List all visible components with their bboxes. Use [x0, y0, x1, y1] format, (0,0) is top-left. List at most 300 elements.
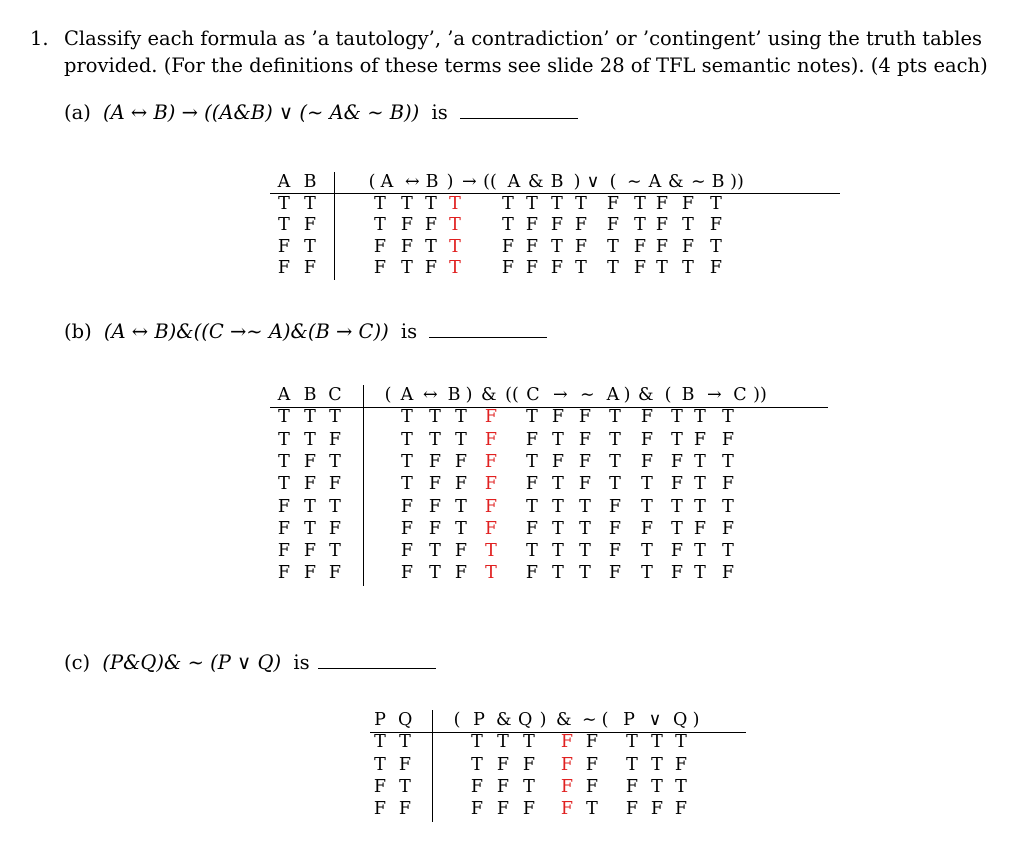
header-symbol: →	[707, 385, 722, 405]
header-symbol: )	[446, 172, 454, 192]
variable-value: F	[328, 563, 342, 584]
truth-table-a	[270, 172, 840, 284]
truth-value: F	[428, 451, 442, 472]
part-c-label: (c)	[64, 651, 91, 674]
header-symbol: &	[528, 172, 544, 192]
truth-value: T	[722, 407, 734, 428]
truth-value: T	[579, 563, 591, 584]
part-b-is: is	[400, 320, 418, 343]
question-text-line-1: Classify each formula as ’a tautology’, ’a contradiction’ or ’contingent’ using the truth tables	[64, 27, 982, 50]
truth-value: F	[400, 518, 414, 539]
header-symbol: B	[550, 172, 564, 192]
variable-value: T	[278, 407, 290, 428]
header-symbol: ↔	[405, 172, 420, 192]
variable-value: F	[277, 496, 291, 517]
truth-value: T	[651, 776, 663, 797]
header-symbol: ∼	[627, 172, 642, 192]
truth-value: F	[574, 215, 588, 235]
truth-value: F	[633, 258, 647, 278]
truth-value: T	[575, 193, 587, 214]
variable-value: F	[328, 474, 342, 495]
truth-value: T	[579, 518, 591, 539]
truth-value: F	[640, 518, 654, 539]
main-connective-value: F	[484, 407, 498, 428]
truth-value: T	[552, 496, 564, 517]
variable-value: F	[328, 518, 342, 539]
truth-value: T	[502, 215, 514, 235]
variable-value: T	[278, 451, 290, 472]
truth-value: T	[671, 518, 683, 539]
truth-value: F	[709, 258, 723, 278]
main-connective-value: T	[485, 563, 497, 584]
truth-value: T	[682, 215, 694, 235]
truth-value: F	[681, 193, 695, 214]
truth-value: F	[428, 496, 442, 517]
truth-value: F	[655, 193, 669, 214]
header-variable: B	[303, 172, 317, 192]
truth-value: F	[525, 474, 539, 495]
truth-value: T	[523, 732, 535, 753]
truth-value: T	[455, 429, 467, 450]
truth-value: F	[400, 496, 414, 517]
truth-value: F	[640, 451, 654, 472]
truth-value: T	[471, 732, 483, 753]
truth-value: F	[424, 258, 438, 278]
truth-value: T	[651, 754, 663, 775]
header-symbol: P	[473, 710, 485, 730]
truth-value: F	[470, 799, 484, 820]
truth-value: F	[522, 799, 536, 820]
header-symbol: &	[638, 385, 654, 405]
truth-value: T	[401, 429, 413, 450]
variable-value: T	[304, 429, 316, 450]
truth-value: F	[578, 407, 592, 428]
truth-value: F	[496, 754, 510, 775]
truth-value: T	[455, 518, 467, 539]
header-symbol: ∼	[580, 385, 595, 405]
truth-table-c	[370, 710, 746, 826]
part-b	[64, 320, 547, 343]
part-c-is: is	[293, 651, 310, 674]
truth-value: F	[578, 451, 592, 472]
truth-value: T	[694, 496, 706, 517]
truth-value: T	[671, 429, 683, 450]
header-symbol: B	[711, 172, 725, 192]
truth-value: F	[670, 474, 684, 495]
truth-value: T	[682, 258, 694, 278]
truth-value: T	[626, 732, 638, 753]
truth-value: F	[574, 236, 588, 257]
truth-value: F	[674, 754, 688, 775]
truth-value: F	[655, 215, 669, 235]
main-connective-value: T	[485, 541, 497, 562]
main-connective-value: F	[484, 429, 498, 450]
truth-value: T	[634, 193, 646, 214]
truth-value: F	[674, 799, 688, 820]
column-divider	[334, 172, 335, 280]
header-symbol: (	[664, 385, 672, 405]
variable-value: F	[277, 541, 291, 562]
part-a-is: is	[431, 101, 448, 124]
truth-value: T	[401, 474, 413, 495]
header-variable: Q	[398, 710, 413, 730]
truth-value: T	[526, 541, 538, 562]
header-symbol: )	[692, 710, 700, 730]
part-b-answer-blank[interactable]	[429, 336, 547, 338]
truth-value: F	[640, 407, 654, 428]
truth-value: F	[400, 215, 414, 235]
variable-value: F	[303, 563, 317, 584]
truth-value: F	[428, 518, 442, 539]
truth-value: T	[526, 496, 538, 517]
header-symbol: →	[553, 385, 568, 405]
truth-value: F	[608, 541, 622, 562]
truth-value: T	[429, 429, 441, 450]
truth-value: T	[722, 541, 734, 562]
truth-value: T	[656, 258, 668, 278]
truth-value: F	[454, 541, 468, 562]
truth-value: F	[625, 799, 639, 820]
truth-value: T	[425, 193, 437, 214]
truth-value: T	[526, 193, 538, 214]
part-b-label: (b)	[64, 320, 92, 343]
truth-value: T	[694, 474, 706, 495]
truth-value: F	[640, 429, 654, 450]
part-a-formula: (A ↔ B) → ((A&B) ∨ (∼ A& ∼ B))	[103, 101, 420, 124]
main-connective-value: F	[484, 451, 498, 472]
truth-value: F	[373, 258, 387, 278]
truth-value: F	[681, 236, 695, 257]
header-symbol: C	[526, 385, 540, 405]
truth-value: T	[523, 776, 535, 797]
truth-value: F	[496, 799, 510, 820]
variable-value: T	[304, 496, 316, 517]
main-connective-value: F	[560, 754, 574, 775]
variable-value: T	[304, 407, 316, 428]
truth-value: F	[670, 451, 684, 472]
variable-value: T	[399, 776, 411, 797]
truth-value: F	[373, 236, 387, 257]
variable-value: F	[277, 518, 291, 539]
truth-value: T	[722, 496, 734, 517]
header-symbol: A	[606, 385, 620, 405]
truth-value: F	[606, 193, 620, 214]
truth-value: T	[694, 451, 706, 472]
truth-value: F	[721, 474, 735, 495]
truth-value: F	[585, 732, 599, 753]
header-symbol: ))	[753, 385, 767, 405]
truth-value: F	[606, 215, 620, 235]
truth-value: T	[497, 732, 509, 753]
header-symbol: )	[539, 710, 547, 730]
truth-value: F	[454, 474, 468, 495]
header-variable: A	[277, 172, 291, 192]
truth-value: F	[693, 518, 707, 539]
variable-value: F	[398, 754, 412, 775]
header-variable: P	[374, 710, 386, 730]
truth-value: T	[401, 407, 413, 428]
column-divider	[432, 710, 433, 822]
truth-value: F	[400, 236, 414, 257]
truth-value: F	[400, 541, 414, 562]
header-symbol: ))	[730, 172, 744, 192]
part-a	[64, 101, 578, 124]
part-c-formula: (P&Q)& ∼ (P ∨ Q)	[102, 651, 282, 674]
truth-value: T	[552, 474, 564, 495]
truth-value: T	[609, 429, 621, 450]
truth-value: F	[721, 563, 735, 584]
truth-value: F	[608, 563, 622, 584]
truth-value: F	[525, 563, 539, 584]
truth-value: F	[585, 776, 599, 797]
truth-value: T	[634, 215, 646, 235]
header-symbol: &	[481, 385, 497, 405]
truth-value: T	[425, 236, 437, 257]
header-symbol: ∼	[582, 710, 597, 730]
truth-value: T	[429, 563, 441, 584]
truth-value: T	[607, 236, 619, 257]
truth-value: T	[694, 541, 706, 562]
header-symbol: (	[453, 710, 461, 730]
truth-value: T	[710, 193, 722, 214]
truth-value: T	[651, 732, 663, 753]
truth-value: F	[454, 451, 468, 472]
truth-value: F	[550, 258, 564, 278]
truth-value: T	[722, 451, 734, 472]
variable-value: T	[374, 732, 386, 753]
truth-value: T	[429, 541, 441, 562]
truth-value: T	[607, 258, 619, 278]
variable-value: F	[398, 799, 412, 820]
truth-value: T	[551, 193, 563, 214]
main-connective-value: F	[484, 518, 498, 539]
truth-value: T	[374, 215, 386, 235]
truth-value: T	[552, 541, 564, 562]
truth-value: F	[633, 236, 647, 257]
truth-value: T	[641, 496, 653, 517]
header-rule	[270, 193, 840, 194]
main-connective-value: T	[449, 236, 461, 257]
truth-value: F	[655, 236, 669, 257]
truth-value: F	[608, 518, 622, 539]
truth-value: F	[501, 258, 515, 278]
variable-value: T	[304, 236, 316, 257]
header-symbol: ((	[483, 172, 497, 192]
column-divider	[363, 385, 364, 586]
header-symbol: Q	[673, 710, 688, 730]
part-c-answer-blank[interactable]	[318, 667, 436, 669]
truth-value: F	[670, 563, 684, 584]
variable-value: T	[329, 407, 341, 428]
header-variable: B	[303, 385, 317, 405]
header-rule	[370, 732, 746, 733]
variable-value: F	[277, 236, 291, 257]
variable-value: T	[399, 732, 411, 753]
truth-value: F	[525, 258, 539, 278]
truth-value: T	[579, 496, 591, 517]
header-symbol: &	[496, 710, 512, 730]
truth-value: T	[694, 407, 706, 428]
truth-value: F	[551, 407, 565, 428]
truth-value: F	[400, 563, 414, 584]
header-symbol: A	[507, 172, 521, 192]
truth-value: F	[709, 215, 723, 235]
truth-value: T	[552, 563, 564, 584]
header-symbol: B	[447, 385, 461, 405]
main-connective-value: F	[560, 732, 574, 753]
variable-value: T	[278, 215, 290, 235]
variable-value: T	[304, 518, 316, 539]
variable-value: F	[303, 451, 317, 472]
header-symbol: B	[425, 172, 439, 192]
question-text-line-2: provided. (For the definitions of these terms see slide 28 of TFL semantic notes). (4 pts each)	[64, 54, 988, 77]
truth-value: T	[641, 474, 653, 495]
truth-value: T	[641, 563, 653, 584]
header-symbol: A	[380, 172, 394, 192]
variable-value: T	[278, 193, 290, 214]
truth-value: F	[578, 429, 592, 450]
variable-value: F	[303, 215, 317, 235]
truth-value: F	[650, 799, 664, 820]
truth-value: T	[671, 496, 683, 517]
truth-value: F	[578, 474, 592, 495]
variable-value: F	[303, 541, 317, 562]
main-connective-value: F	[484, 474, 498, 495]
truth-value: T	[710, 236, 722, 257]
truth-value: T	[552, 429, 564, 450]
part-c	[64, 651, 436, 674]
header-symbol: C	[733, 385, 747, 405]
header-symbol: →	[462, 172, 477, 192]
header-symbol: (	[601, 710, 609, 730]
header-symbol: ∨	[648, 710, 662, 730]
main-connective-value: F	[560, 799, 574, 820]
header-variable: A	[277, 385, 291, 405]
header-symbol: Q	[518, 710, 533, 730]
main-connective-value: T	[449, 215, 461, 235]
truth-value: T	[675, 776, 687, 797]
truth-value: T	[401, 258, 413, 278]
truth-value: T	[429, 407, 441, 428]
truth-value: F	[501, 236, 515, 257]
header-symbol: (	[368, 172, 376, 192]
variable-value: T	[278, 429, 290, 450]
truth-value: F	[608, 496, 622, 517]
truth-value: T	[455, 496, 467, 517]
header-symbol: A	[648, 172, 662, 192]
header-symbol: ((	[505, 385, 519, 405]
truth-value: T	[552, 518, 564, 539]
header-symbol: )	[573, 172, 581, 192]
main-connective-value: F	[484, 496, 498, 517]
truth-value: F	[585, 754, 599, 775]
truth-value: F	[721, 518, 735, 539]
header-symbol: ∼	[691, 172, 706, 192]
header-symbol: )	[465, 385, 473, 405]
variable-value: T	[329, 496, 341, 517]
truth-value: T	[526, 451, 538, 472]
variable-value: F	[277, 258, 291, 278]
truth-value: F	[454, 563, 468, 584]
truth-value: F	[550, 215, 564, 235]
header-symbol: )	[623, 385, 631, 405]
truth-value: F	[525, 215, 539, 235]
truth-value: F	[470, 776, 484, 797]
variable-value: F	[277, 563, 291, 584]
truth-value: T	[579, 541, 591, 562]
truth-value: F	[522, 754, 536, 775]
question-number: 1.	[30, 27, 49, 50]
main-connective-value: T	[449, 193, 461, 214]
variable-value: T	[329, 541, 341, 562]
truth-value: T	[526, 407, 538, 428]
truth-value: F	[496, 776, 510, 797]
truth-table-b	[270, 385, 828, 590]
variable-value: F	[373, 776, 387, 797]
truth-value: T	[609, 474, 621, 495]
truth-value: T	[374, 193, 386, 214]
truth-value: T	[586, 799, 598, 820]
truth-value: F	[525, 518, 539, 539]
truth-value: F	[551, 451, 565, 472]
header-symbol: ↔	[423, 385, 438, 405]
truth-value: T	[626, 754, 638, 775]
part-a-label: (a)	[64, 101, 91, 124]
part-a-answer-blank[interactable]	[460, 117, 578, 119]
header-rule	[270, 407, 828, 408]
truth-value: T	[694, 563, 706, 584]
truth-value: T	[609, 451, 621, 472]
truth-value: T	[671, 407, 683, 428]
truth-value: F	[525, 236, 539, 257]
header-symbol: (	[384, 385, 392, 405]
header-variable: C	[328, 385, 342, 405]
truth-value: F	[625, 776, 639, 797]
header-symbol: (	[609, 172, 617, 192]
truth-value: T	[401, 451, 413, 472]
truth-value: F	[693, 429, 707, 450]
header-symbol: ∨	[586, 172, 600, 192]
truth-value: T	[471, 754, 483, 775]
header-symbol: P	[623, 710, 635, 730]
truth-value: T	[641, 541, 653, 562]
header-symbol: &	[668, 172, 684, 192]
truth-value: F	[428, 474, 442, 495]
variable-value: T	[329, 451, 341, 472]
truth-value: T	[401, 193, 413, 214]
variable-value: F	[303, 474, 317, 495]
truth-value: T	[455, 407, 467, 428]
part-b-formula: (A ↔ B)&((C →∼ A)&(B → C))	[103, 320, 389, 343]
truth-value: F	[525, 429, 539, 450]
truth-value: T	[502, 193, 514, 214]
truth-value: T	[575, 258, 587, 278]
variable-value: F	[373, 799, 387, 820]
variable-value: T	[278, 474, 290, 495]
main-connective-value: T	[449, 258, 461, 278]
main-connective-value: F	[560, 776, 574, 797]
truth-value: F	[721, 429, 735, 450]
truth-value: F	[424, 215, 438, 235]
variable-value: F	[328, 429, 342, 450]
variable-value: T	[374, 754, 386, 775]
variable-value: T	[304, 193, 316, 214]
truth-value: T	[551, 236, 563, 257]
truth-value: T	[609, 407, 621, 428]
variable-value: F	[303, 258, 317, 278]
header-symbol: &	[556, 710, 572, 730]
truth-value: T	[675, 732, 687, 753]
